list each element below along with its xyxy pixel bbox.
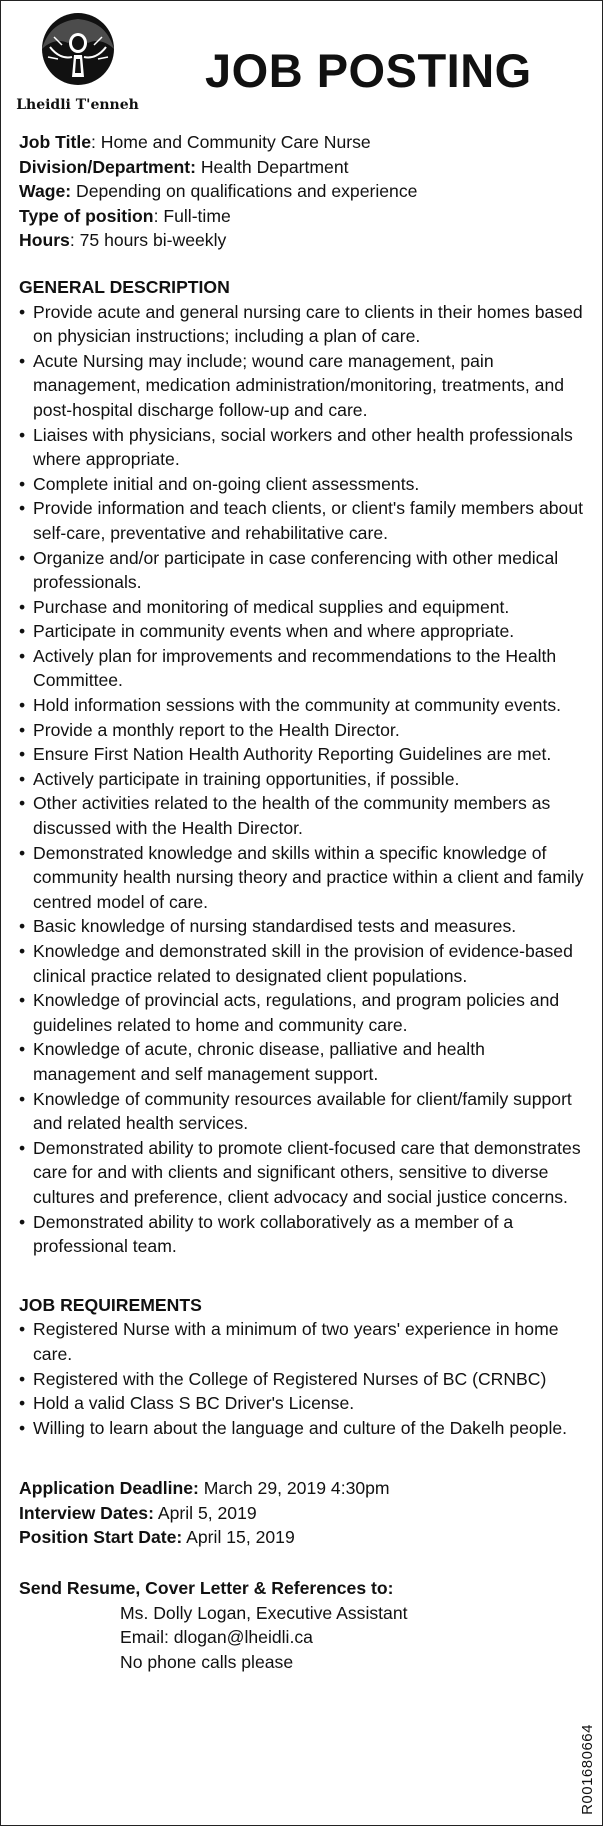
interview-label: Interview Dates:	[19, 1502, 154, 1523]
type-label: Type of position	[19, 205, 154, 226]
list-item: • Liaises with physicians, social workers and other health professionals where appropriate.	[19, 423, 589, 472]
list-item: • Actively participate in training opportunities, if possible.	[19, 767, 589, 792]
list-item: • Provide information and teach clients, or client's family members about self-care, preventative and rehabilitative care.	[19, 496, 589, 545]
division-line	[19, 155, 589, 180]
send-heading: Send Resume, Cover Letter & References to:	[19, 1578, 394, 1599]
division-label: Division/Department:	[19, 156, 196, 177]
hours-line	[19, 228, 589, 253]
job-title-line	[19, 130, 589, 155]
list-item: • Registered Nurse with a minimum of two years' experience in home care.	[19, 1317, 589, 1366]
reference-number: R001680664	[579, 1724, 596, 1815]
division-value: Health Department	[195, 156, 349, 177]
list-item: • Willing to learn about the language and culture of the Dakelh people.	[19, 1416, 589, 1441]
list-item: • Demonstrated ability to work collaboratively as a member of a professional team.	[19, 1210, 589, 1259]
list-item: • Purchase and monitoring of medical supplies and equipment.	[19, 595, 589, 620]
type-value: : Full-time	[153, 205, 231, 226]
logo-text: Lheidli T'enneh	[16, 97, 139, 113]
list-item: • Actively plan for improvements and recommendations to the Health Committee.	[19, 644, 589, 693]
page-title: JOB POSTING	[205, 44, 532, 97]
list-item: • Complete initial and on-going client assessments.	[19, 472, 589, 497]
contact-email[interactable]: Email: dlogan@lheidli.ca	[120, 1627, 313, 1648]
hours-value: : 75 hours bi-weekly	[69, 230, 227, 251]
start-date-label: Position Start Date:	[19, 1527, 183, 1548]
job-requirements-list	[19, 1317, 589, 1440]
wage-value: Depending on qualifications and experience	[71, 181, 418, 202]
list-item: • Provide acute and general nursing care to clients in their homes based on physician instructions; including a plan of care.	[19, 300, 589, 349]
list-item: • Hold a valid Class S BC Driver's License.	[19, 1391, 589, 1416]
list-item: • Ensure First Nation Health Authority Reporting Guidelines are met.	[19, 742, 589, 767]
contact-name: Ms. Dolly Logan, Executive Assistant	[120, 1602, 408, 1623]
key-dates	[19, 1476, 589, 1550]
interview-line	[19, 1501, 589, 1526]
type-line	[19, 204, 589, 229]
list-item: • Knowledge and demonstrated skill in the provision of evidence-based clinical practice related to designated client populations.	[19, 939, 589, 988]
list-item: • Demonstrated knowledge and skills within a specific knowledge of community health nursing theory and practice within a client and family centred model of care.	[19, 841, 589, 915]
list-item: • Other activities related to the health of the community members as discussed with the Health Director.	[19, 791, 589, 840]
wage-line	[19, 179, 589, 204]
list-item: • Basic knowledge of nursing standardised tests and measures.	[19, 914, 589, 939]
general-description-heading: GENERAL DESCRIPTION	[19, 276, 230, 297]
list-item: • Hold information sessions with the community at community events.	[19, 693, 589, 718]
list-item: • Knowledge of community resources available for client/family support and related health services.	[19, 1087, 589, 1136]
list-item: • Registered with the College of Registered Nurses of BC (CRNBC)	[19, 1367, 589, 1392]
eagle-emblem-icon	[30, 7, 126, 95]
list-item: • Knowledge of acute, chronic disease, palliative and health management and self management support.	[19, 1037, 589, 1086]
job-requirements-heading: JOB REQUIREMENTS	[19, 1294, 202, 1315]
list-item: • Participate in community events when and where appropriate.	[19, 619, 589, 644]
list-item: • Acute Nursing may include; wound care management, pain management, medication administration/monitoring, treatments, and post-hospital discharge follow-up and care.	[19, 349, 589, 423]
list-item: • Provide a monthly report to the Health Director.	[19, 718, 589, 743]
start-date-value: April 15, 2019	[182, 1527, 295, 1548]
header	[1, 1, 602, 129]
posting-content	[19, 130, 589, 1674]
start-date-line	[19, 1525, 589, 1550]
general-description-list	[19, 300, 589, 1259]
list-item: • Demonstrated ability to promote client-focused care that demonstrates care for and with clients and significant others, sensitive to diverse cultures and preference, client advocacy and social justice concerns.	[19, 1136, 589, 1210]
lheidli-logo	[15, 7, 140, 117]
wage-label: Wage:	[19, 181, 72, 202]
interview-value: April 5, 2019	[153, 1502, 257, 1523]
list-item: • Organize and/or participate in case conferencing with other medical professionals.	[19, 546, 589, 595]
list-item: • Knowledge of provincial acts, regulations, and program policies and guidelines related to home and community care.	[19, 988, 589, 1037]
hours-label: Hours	[19, 230, 70, 251]
contact-note: No phone calls please	[120, 1651, 294, 1672]
send-resume-section	[19, 1576, 589, 1674]
job-title-value: : Home and Community Care Nurse	[91, 132, 371, 152]
deadline-value: March 29, 2019 4:30pm	[198, 1478, 390, 1499]
deadline-label: Application Deadline:	[19, 1478, 199, 1499]
deadline-line	[19, 1476, 589, 1501]
job-title-label: Job Title	[19, 132, 92, 152]
